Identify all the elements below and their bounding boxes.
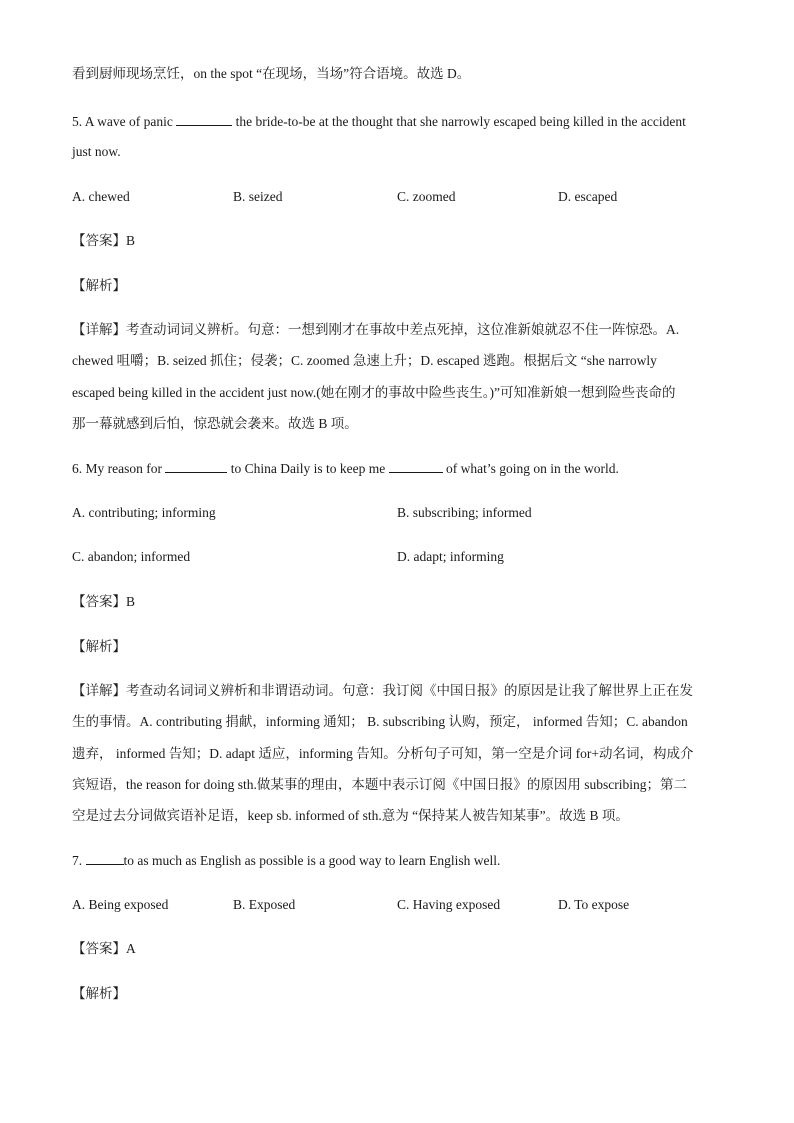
answer-value: A <box>126 941 136 956</box>
q5-option-b: B. seized <box>233 189 283 204</box>
q6-blank-1 <box>165 458 227 473</box>
q7-stem-start: 7. <box>72 853 83 868</box>
q5-analysis-label: 【解析】 <box>72 278 126 293</box>
q7-blank <box>86 850 124 865</box>
q7-stem <box>72 850 500 871</box>
q6-option-d: D. adapt; informing <box>397 549 504 564</box>
answer-label: 【答案】 <box>72 233 126 248</box>
q6-detail-line: 宾短语，the reason for doing sth.做某事的理由，本题中表示订阅《中国日报》的原因用 subscribing；第二 <box>72 777 687 792</box>
answer-label: 【答案】 <box>72 941 126 956</box>
q6-stem-middle: to China Daily is to keep me <box>230 461 386 476</box>
answer-value: B <box>126 233 136 248</box>
q7-option-b: B. Exposed <box>233 897 296 912</box>
q6-stem-end: of what’s going on in the world. <box>445 461 619 476</box>
q7-analysis-label: 【解析】 <box>72 986 126 1001</box>
q6-stem <box>72 458 619 479</box>
q5-stem-line2: just now. <box>72 144 121 159</box>
answer-label: 【答案】 <box>72 594 126 609</box>
q5-answer <box>72 231 135 251</box>
q5-stem-rest: the bride-to-be at the thought that she narrowly escaped being killed in the accident <box>235 114 686 129</box>
q7-option-d: D. To expose <box>558 897 630 912</box>
q6-option-c: C. abandon; informed <box>72 549 191 564</box>
q6-option-a: A. contributing; informing <box>72 505 216 520</box>
q5-blank <box>176 111 232 126</box>
q6-detail-line: 生的事情。A. contributing 捐献，informing 通知； B. subscribing 认购，预定， informed 告知；C. abandon <box>72 714 688 729</box>
q5-detail-line: 那一幕就感到后怕，惊恐就会袭来。故选 B 项。 <box>72 416 358 431</box>
q5-detail-line: 【详解】考查动词词义辨析。句意：一想到刚才在事故中差点死掉，这位准新娘就忍不住一阵惊恐。A. <box>72 322 680 337</box>
answer-value: B <box>126 594 136 609</box>
q6-detail-line: 遗弃， informed 告知；D. adapt 适应，informing 告知。分析句子可知，第一空是介词 for+动名词，构成介 <box>72 746 694 761</box>
q7-answer <box>72 939 136 959</box>
q7-option-a: A. Being exposed <box>72 897 169 912</box>
q5-detail-line: chewed 咀嚼；B. seized 抓住；侵袭；C. zoomed 急速上升；D. escaped 逃跑。根据后文 “she narrowly <box>72 353 657 368</box>
q5-stem-start: 5. A wave of panic <box>72 114 173 129</box>
q5-detail-line: escaped being killed in the accident just now.(她在刚才的事故中险些丧生。)”可知准新娘一想到险些丧命的 <box>72 385 676 400</box>
q5-option-c: C. zoomed <box>397 189 456 204</box>
q5-option-a: A. chewed <box>72 189 130 204</box>
q6-blank-2 <box>389 458 443 473</box>
q7-stem-rest: to as much as English as possible is a good way to learn English well. <box>123 853 501 868</box>
q6-option-b: B. subscribing; informed <box>397 505 532 520</box>
q6-stem-start: 6. My reason for <box>72 461 162 476</box>
previous-explanation-end: 看到厨师现场烹饪，on the spot “在现场，当场”符合语境。故选 D。 <box>72 66 471 81</box>
q5-option-d: D. escaped <box>558 189 618 204</box>
q5-stem-line1 <box>72 111 686 132</box>
q6-detail-line: 空是过去分词做宾语补足语，keep sb. informed of sth.意为 “保持某人被告知某事”。故选 B 项。 <box>72 808 629 823</box>
q6-analysis-label: 【解析】 <box>72 639 126 654</box>
q7-option-c: C. Having exposed <box>397 897 501 912</box>
q6-detail-line: 【详解】考查动名词词义辨析和非谓语动词。句意：我订阅《中国日报》的原因是让我了解世界上正在发 <box>72 683 693 698</box>
q6-answer <box>72 592 135 612</box>
